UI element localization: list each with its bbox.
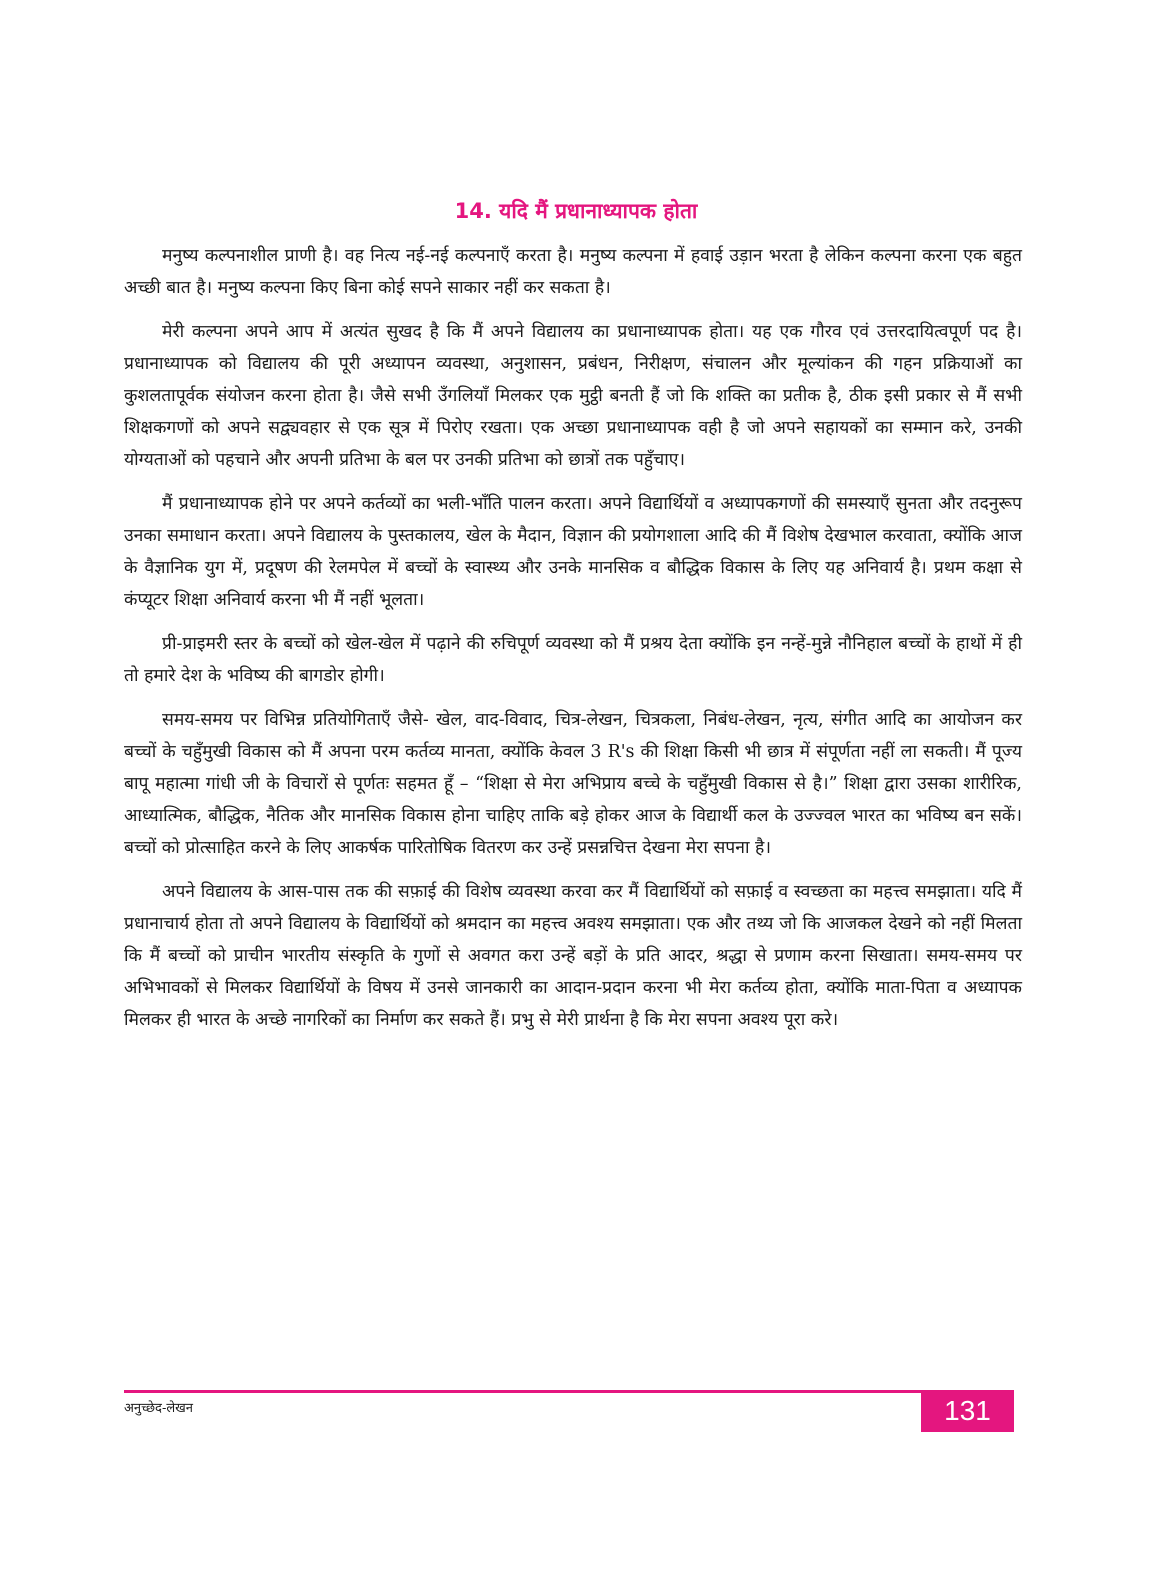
paragraph-4: प्री-प्राइमरी स्तर के बच्चों को खेल-खेल में पढ़ाने की रुचिपूर्ण व्यवस्था को मैं प्रश्रय देता क्योंकि इन नन्हें-मुन्ने नौनिहाल बच्चों के हाथों में ही तो हमारे देश के भविष्य की बागडोर होगी। (124, 634, 1022, 686)
paragraph-6: अपने विद्यालय के आस-पास तक की सफ़ाई की विशेष व्यवस्था करवा कर मैं विद्यार्थियों को सफ़ाई व स्वच्छता का महत्त्व समझाता। यदि मैं प्रधानाचार्य होता तो अपने विद्यालय के विद्यार्थियों को श्रमदान का महत्त्व अवश्य समझाता। एक और तथ्य जो कि आजकल देखने को नहीं मिलता कि मैं बच्चों को प्राचीन भारतीय संस्कृति के गुणों से अवगत करा उन्हें बड़ों के प्रति आदर, श्रद्धा से प्रणाम करना सिखाता। समय-समय पर अभिभावकों से मिलकर विद्यार्थियों के विषय में उनसे जानकारी का आदान-प्रदान करना भी मेरा कर्तव्य होता, क्योंकि माता-पिता व अध्यापक मिलकर ही भारत के अच्छे नागरिकों का निर्माण कर सकते हैं। प्रभु से मेरी प्रार्थना है कि मेरा सपना अवश्य पूरा करे। (124, 882, 1022, 1030)
footer-divider (124, 1390, 1014, 1393)
paragraph-1: मनुष्य कल्पनाशील प्राणी है। वह नित्य नई-नई कल्पनाएँ करता है। मनुष्य कल्पना में हवाई उड़ान भरता है लेकिन कल्पना करना एक बहुत अच्छी बात है। मनुष्य कल्पना किए बिना कोई सपने साकार नहीं कर सकता है। (124, 246, 1022, 298)
paragraph-5: समय-समय पर विभिन्न प्रतियोगिताएँ जैसे- खेल, वाद-विवाद, चित्र-लेखन, चित्रकला, निबंध-लेखन, नृत्य, संगीत आदि का आयोजन कर बच्चों के चहुँमुखी विकास को मैं अपना परम कर्तव्य मानता, क्योंकि केवल 3 R's की शिक्षा किसी भी छात्र में संपूर्णता नहीं ला सकती। मैं पूज्य बापू महात्मा गांधी जी के विचारों से पूर्णतः सहमत हूँ – “शिक्षा से मेरा अभिप्राय बच्चे के चहुँमुखी विकास से है।” शिक्षा द्वारा उसका शारीरिक, आध्यात्मिक, बौद्धिक, नैतिक और मानसिक विकास होना चाहिए ताकि बड़े होकर आज के विद्यार्थी कल के उज्ज्वल भारत का भविष्य बन सकें। बच्चों को प्रोत्साहित करने के लिए आकर्षक पारितोषिक वितरण कर उन्हें प्रसन्नचित्त देखना मेरा सपना है। (124, 710, 1022, 858)
paragraph-2: मेरी कल्पना अपने आप में अत्यंत सुखद है कि मैं अपने विद्यालय का प्रधानाध्यापक होता। यह एक गौरव एवं उत्तरदायित्वपूर्ण पद है। प्रधानाध्यापक को विद्यालय की पूरी अध्यापन व्यवस्था, अनुशासन, प्रबंधन, निरीक्षण, संचालन और मूल्यांकन की गहन प्रक्रियाओं का कुशलतापूर्वक संयोजन करना होता है। जैसे सभी उँगलियाँ मिलकर एक मुट्ठी बनती हैं जो कि शक्ति का प्रतीक है, ठीक इसी प्रकार से मैं सभी शिक्षकगणों को अपने सद्व्यवहार से एक सूत्र में पिरोए रखता। एक अच्छा प्रधानाध्यापक वही है जो अपने सहायकों का सम्मान करे, उनकी योग्यताओं को पहचाने और अपनी प्रतिभा के बल पर उनकी प्रतिभा को छात्रों तक पहुँचाए। (124, 322, 1022, 470)
page-number: 131 (921, 1390, 1014, 1432)
paragraph-3: मैं प्रधानाध्यापक होने पर अपने कर्तव्यों का भली-भाँति पालन करता। अपने विद्यार्थियों व अध्यापकगणों की समस्याएँ सुनता और तदनुरूप उनका समाधान करता। अपने विद्यालय के पुस्तकालय, खेल के मैदान, विज्ञान की प्रयोगशाला आदि की मैं विशेष देखभाल करवाता, क्योंकि आज के वैज्ञानिक युग में, प्रदूषण की रेलमपेल में बच्चों के स्वास्थ्य और उनके मानसिक व बौद्धिक विकास के लिए यह अनिवार्य है। प्रथम कक्षा से कंप्यूटर शिक्षा अनिवार्य करना भी मैं नहीं भूलता। (124, 494, 1022, 610)
footer-section-label: अनुच्छेद-लेखन (124, 1401, 194, 1416)
article-body (124, 240, 1022, 1048)
page-title: 14. यदि मैं प्रधानाध्यापक होता (454, 199, 698, 223)
